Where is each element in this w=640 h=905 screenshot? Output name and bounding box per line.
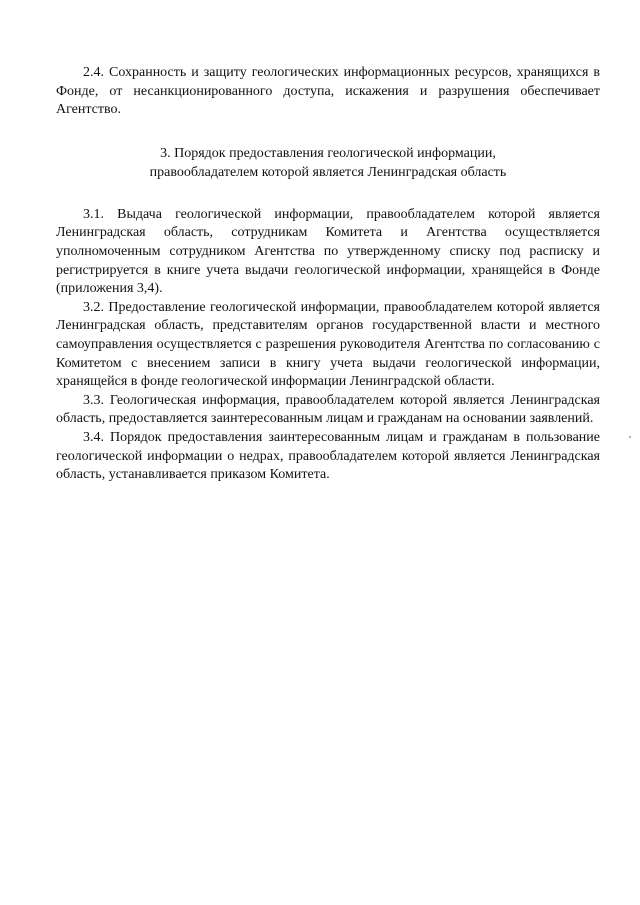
paragraph-3-3: 3.3. Геологическая информация, правообладателем которой является Ленинградская область, предоставляется заинтересованным лицам и гражданам на основании заявлений. (56, 392, 600, 427)
section-3-title-line-1: 3. Порядок предоставления геологической информации, (160, 145, 496, 161)
section-3-title (56, 144, 600, 182)
section-3-title-line-2: правообладателем которой является Ленинградская область (149, 164, 507, 180)
paragraph-3-1: 3.1. Выдача геологической информации, правообладателем которой является Ленинградская область, сотрудникам Комитета и Агентства осуществляется уполномоченным сотрудником Агентства по утвержденному списку под расписку и регистрируется в книге учета выдачи геологической информации, хранящейся в Фонде (приложения 3,4). (56, 206, 600, 297)
paragraph-3-4: 3.4. Порядок предоставления заинтересованным лицам и гражданам в пользование геологической информации о недрах, правообладателем которой является Ленинградская область, устанавливается приказом Комитета. (56, 429, 600, 483)
scan-speck (629, 436, 631, 438)
paragraph-3-2: 3.2. Предоставление геологической информации, правообладателем которой является Ленинградская область, представителям органов государственной власти и местного самоуправления осуществляется с разрешения руководителя Агентства по согласованию с Комитетом с внесением записи в книгу учета выдачи геологической информации, хранящейся в фонде геологической информации Ленинградской области. (56, 299, 600, 390)
paragraph-2-4: 2.4. Сохранность и защиту геологических информационных ресурсов, хранящихся в Фонде, от несанкционированного доступа, искажения и разрушения обеспечивает Агентство. (56, 65, 600, 118)
document-page (56, 64, 600, 485)
